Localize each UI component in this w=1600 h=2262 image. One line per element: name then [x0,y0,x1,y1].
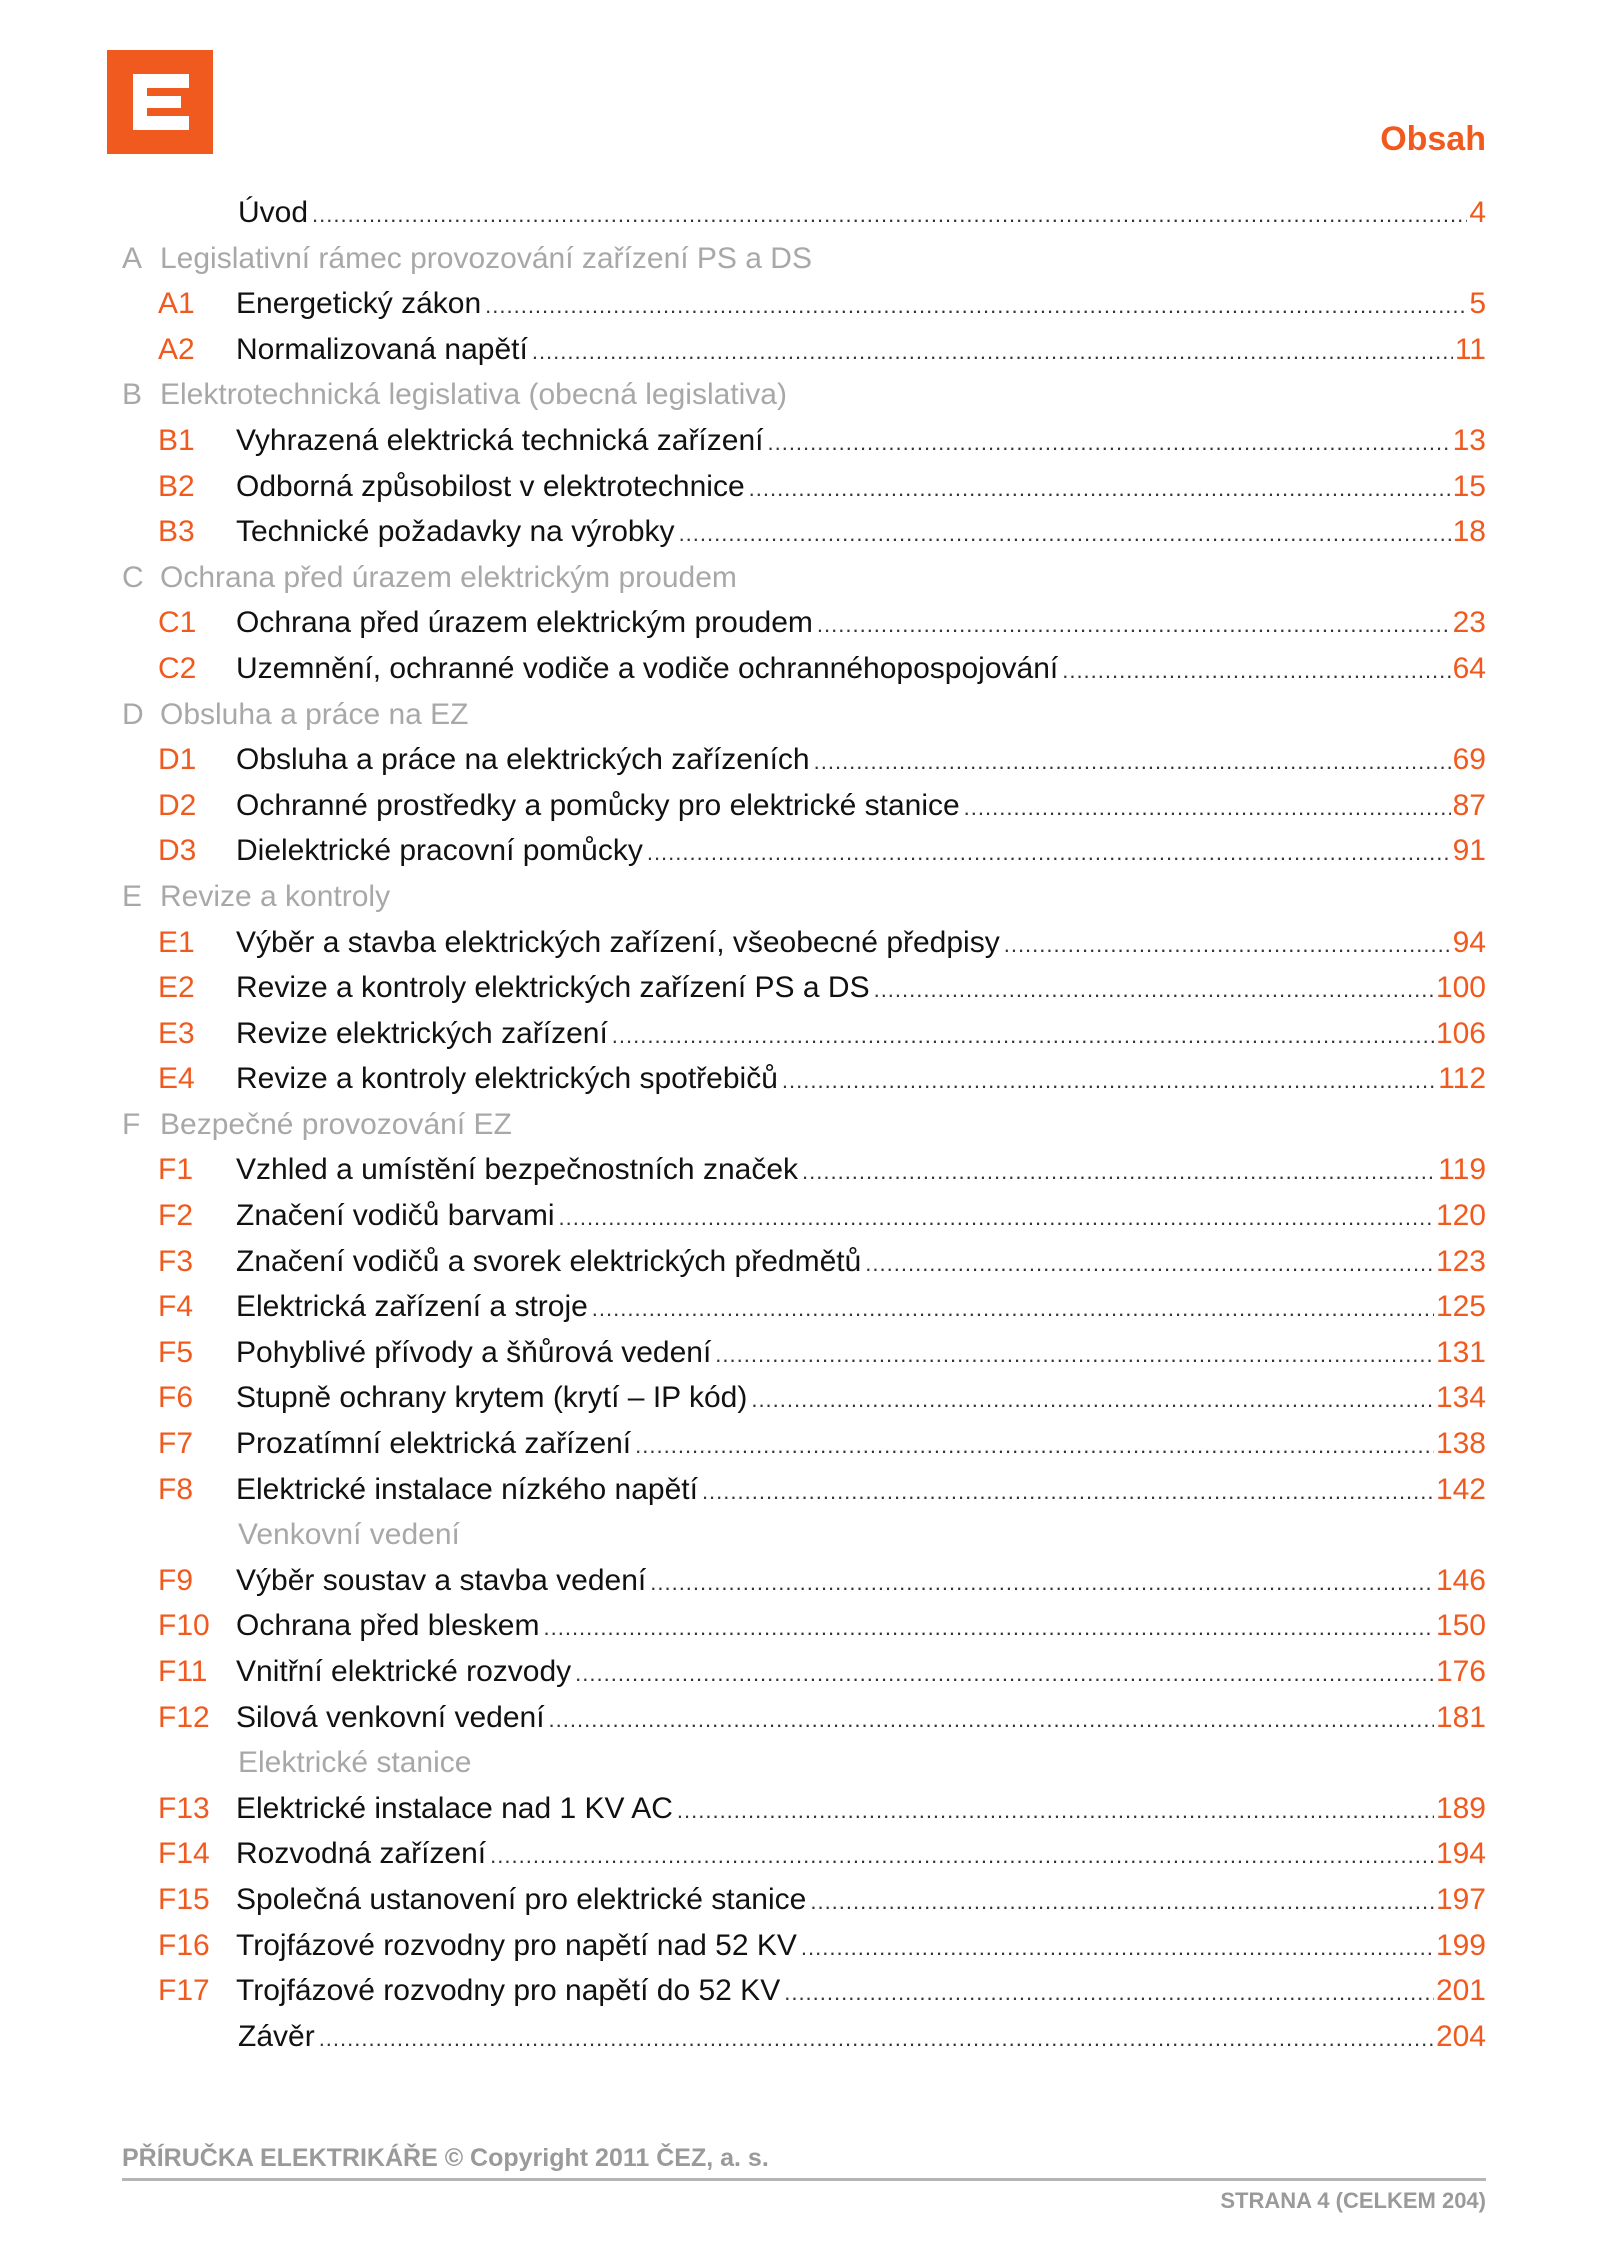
toc-entry[interactable] [122,1467,1486,1513]
toc-entry-title: Elektrická zařízení a stroje [236,1290,588,1324]
toc-entry-code: F14 [158,1837,210,1871]
toc-entry-page: 91 [1452,834,1486,868]
toc-entry[interactable] [122,1375,1486,1421]
toc-entry-title: Obsluha a práce na elektrických zařízeních [236,743,810,777]
toc-entry[interactable] [122,1421,1486,1467]
toc-entry-code: D [122,697,144,731]
toc-leader-dots [319,2016,1434,2062]
toc-entry-code: F5 [158,1335,194,1369]
toc-entry-code: F7 [158,1427,194,1461]
toc-entry-title: Energetický zákon [236,287,482,321]
toc-leader-dots [532,329,1453,375]
footer-page-number: STRANA 4 (CELKEM 204) [1220,2188,1486,2213]
toc-leader-dots [810,1879,1434,1925]
logo-stroke [133,116,189,130]
toc-entry-title: Elektrické stanice [238,1746,472,1780]
toc-leader-dots [802,1149,1436,1195]
toc-entry-code: B [122,378,143,412]
toc-entry-title: Pohyblivé přívody a šňůrová vedení [236,1335,712,1369]
toc-entry-code: E3 [158,1016,195,1050]
toc-entry-title: Elektrické instalace nad 1 KV AC [236,1791,673,1825]
toc-entry[interactable] [122,1831,1486,1877]
toc-entry[interactable] [122,509,1486,555]
toc-entry-title: Legislativní rámec provozování zařízení PS a DS [160,241,812,275]
toc-entry[interactable] [122,920,1486,966]
toc-leader-dots [1004,922,1451,968]
toc-entry-page: 5 [1469,287,1486,321]
toc-entry[interactable] [122,1649,1486,1695]
toc-entry-page: 125 [1435,1290,1486,1324]
toc-entry-title: Vzhled a umístění bezpečnostních značek [236,1153,799,1187]
toc-entry[interactable] [122,1558,1486,1604]
toc-entry[interactable] [122,692,1486,738]
toc-entry-page: 199 [1435,1928,1486,1962]
toc-entry-page: 106 [1435,1016,1486,1050]
toc-entry-page: 189 [1435,1791,1486,1825]
toc-leader-dots [635,1423,1434,1469]
toc-entry-code: B1 [158,423,195,457]
toc-entry-page: 69 [1452,743,1486,777]
toc-entry[interactable] [122,1330,1486,1376]
toc-entry-code: A [122,241,143,275]
toc-entry-code: F2 [158,1199,194,1233]
toc-entry[interactable] [122,418,1486,464]
toc-entry-code: F10 [158,1609,210,1643]
toc-leader-dots [679,511,1451,557]
toc-entry-page: 138 [1435,1427,1486,1461]
toc-entry-code: F1 [158,1153,194,1187]
cez-logo [107,50,213,154]
toc-entry-title: Vyhrazená elektrická technická zařízení [236,423,764,457]
toc-leader-dots [817,602,1451,648]
toc-entry-page: 176 [1435,1655,1486,1688]
toc-entry[interactable] [122,1284,1486,1330]
toc-entry-title: Silová venkovní vedení [236,1700,545,1734]
toc-entry-page: 112 [1438,1062,1486,1096]
toc-entry-title: Revize a kontroly [160,879,391,913]
toc-leader-dots [782,1058,1436,1104]
toc-entry-code: F9 [158,1563,194,1597]
toc-entry-code: C1 [158,606,197,640]
toc-leader-dots [650,1560,1434,1606]
toc-entry-code: F13 [158,1791,210,1825]
toc-entry-page: 120 [1435,1199,1486,1233]
toc-entry-page: 18 [1452,515,1486,549]
toc-entry[interactable] [122,1695,1486,1741]
toc-entry-title: Revize a kontroly elektrických spotřebičů [236,1062,778,1096]
toc-leader-dots [647,830,1451,876]
toc-entry-page: 134 [1435,1381,1486,1415]
toc-entry-title: Značení vodičů a svorek elektrických předmětů [236,1244,862,1278]
toc-entry-code: C2 [158,651,197,685]
toc-entry-page: 13 [1452,423,1486,457]
toc-entry[interactable] [122,236,1486,282]
toc-entry-title: Bezpečné provozování EZ [160,1107,512,1141]
toc-entry-title: Závěr [238,2019,315,2053]
toc-entry-code: D3 [158,834,197,868]
toc-entry-title: Elektrické instalace nízkého napětí [236,1472,698,1506]
toc-entry-title: Dielektrické pracovní pomůcky [236,834,643,868]
toc-entry[interactable] [122,464,1486,510]
toc-entry-title: Stupně ochrany krytem (krytí – IP kód) [236,1381,748,1415]
toc-entry-page: 204 [1435,2019,1486,2053]
toc-leader-dots [715,1332,1434,1378]
toc-entry-title: Venkovní vedení [238,1518,460,1552]
toc-entry-title: Revize a kontroly elektrických zařízení PS a DS [236,971,870,1005]
toc-entry-page: 100 [1435,971,1486,1005]
toc-entry-page: 4 [1469,196,1486,229]
toc-entry[interactable] [122,965,1486,1011]
toc-entry[interactable] [122,1512,1486,1558]
toc-entry-title: Rozvodná zařízení [236,1837,487,1871]
toc-entry-code: D1 [158,743,197,777]
table-of-contents [122,190,1486,2059]
toc-entry[interactable] [122,327,1486,373]
toc-entry-code: A2 [158,332,195,366]
toc-entry-page: 94 [1452,925,1486,959]
toc-entry-page: 23 [1452,606,1486,640]
toc-entry-code: F16 [158,1928,210,1962]
toc-entry-code: F17 [158,1974,210,2008]
footer-divider [122,2178,1486,2181]
toc-entry-page: 131 [1435,1335,1486,1369]
toc-entry[interactable] [122,1603,1486,1649]
toc-leader-dots [677,1788,1434,1834]
logo-stroke [133,96,181,108]
toc-entry-title: Prozatímní elektrická zařízení [236,1427,632,1461]
toc-leader-dots [801,1925,1434,1971]
toc-entry-title: Výběr soustav a stavba vedení [236,1563,647,1597]
toc-entry[interactable] [122,190,1486,236]
toc-entry[interactable] [122,874,1486,920]
footer-copyright: PŘÍRUČKA ELEKTRIKÁŘE © Copyright 2011 ČEZ, a. s. [122,2144,769,2172]
toc-entry-title: Ochrana před úrazem elektrickým proudem [160,560,737,594]
toc-leader-dots [575,1651,1434,1697]
toc-entry-title: Elektrotechnická legislativa (obecná legislativa) [160,378,787,412]
toc-leader-dots [749,466,1451,512]
toc-entry-code: A1 [158,287,195,321]
toc-entry-code: F6 [158,1381,194,1415]
toc-leader-dots [964,785,1451,831]
toc-entry[interactable] [122,1923,1486,1969]
toc-leader-dots [751,1377,1434,1423]
toc-entry-page: 201 [1435,1974,1486,2008]
toc-entry[interactable] [122,1102,1486,1148]
toc-entry[interactable] [122,646,1486,692]
toc-entry[interactable] [122,1193,1486,1239]
toc-leader-dots [865,1241,1434,1287]
toc-entry[interactable] [122,783,1486,829]
toc-leader-dots [702,1469,1434,1515]
toc-entry-page: 87 [1452,788,1486,822]
toc-entry-code: F3 [158,1244,194,1278]
toc-entry-page: 64 [1452,651,1486,685]
toc-entry[interactable] [122,1740,1486,1786]
toc-entry-page: 142 [1435,1472,1486,1506]
toc-leader-dots [544,1605,1434,1651]
toc-entry-title: Obsluha a práce na EZ [160,697,469,731]
toc-entry-title: Trojfázové rozvodny pro napětí do 52 KV [236,1974,781,2008]
toc-entry-code: F4 [158,1290,194,1324]
toc-entry-page: 11 [1454,332,1486,366]
toc-entry[interactable] [122,1056,1486,1102]
toc-entry-page: 197 [1435,1882,1486,1916]
toc-entry-title: Společná ustanovení pro elektrické stanice [236,1882,807,1916]
toc-leader-dots [1062,648,1450,694]
logo-stroke [133,74,189,88]
toc-entry-title: Ochranné prostředky a pomůcky pro elektrické stanice [236,788,960,822]
toc-entry-title: Úvod [238,196,309,229]
toc-entry-code: C [122,560,144,594]
toc-entry-page: 123 [1435,1244,1486,1278]
toc-entry-page: 146 [1435,1563,1486,1597]
toc-entry[interactable] [122,2014,1486,2060]
toc-entry-title: Výběr a stavba elektrických zařízení, všeobecné předpisy [236,925,1000,959]
toc-leader-dots [767,420,1450,466]
toc-entry-page: 15 [1452,469,1486,503]
toc-leader-dots [874,967,1434,1013]
toc-entry-title: Ochrana před bleskem [236,1609,540,1643]
toc-entry-page: 119 [1438,1153,1486,1187]
toc-leader-dots [592,1286,1434,1332]
toc-leader-dots [559,1195,1434,1241]
toc-entry-title: Značení vodičů barvami [236,1199,555,1233]
toc-entry[interactable] [122,737,1486,783]
toc-entry-code: F8 [158,1472,194,1506]
toc-entry[interactable] [122,555,1486,601]
toc-entry-code: E4 [158,1062,195,1096]
toc-entry[interactable] [122,828,1486,874]
toc-leader-dots [612,1013,1434,1059]
toc-leader-dots [549,1697,1434,1743]
toc-entry-title: Vnitřní elektrické rozvody [236,1655,572,1688]
toc-entry[interactable] [122,281,1486,327]
toc-entry[interactable] [122,1786,1486,1832]
toc-entry-code: F [122,1107,141,1141]
page-title: Obsah [1380,120,1486,158]
toc-entry-code: E [122,879,143,913]
toc-entry-code: F15 [158,1882,210,1916]
toc-entry[interactable] [122,1011,1486,1057]
toc-entry-code: E1 [158,925,195,959]
toc-entry[interactable] [122,1877,1486,1923]
toc-leader-dots [784,1970,1434,2016]
toc-entry-code: B3 [158,515,195,549]
toc-entry[interactable] [122,1147,1486,1193]
toc-leader-dots [490,1833,1434,1879]
toc-entry-title: Odborná způsobilost v elektrotechnice [236,469,745,503]
toc-entry-title: Ochrana před úrazem elektrickým proudem [236,606,813,640]
toc-leader-dots [814,739,1451,785]
toc-entry-title: Revize elektrických zařízení [236,1016,608,1050]
toc-entry-title: Normalizovaná napětí [236,332,528,366]
toc-leader-dots [485,283,1467,329]
toc-entry-title: Technické požadavky na výrobky [236,515,675,549]
toc-entry[interactable] [122,600,1486,646]
toc-entry-page: 181 [1435,1700,1486,1734]
toc-entry-code: F12 [158,1700,210,1734]
toc-entry-page: 150 [1435,1609,1486,1643]
toc-entry[interactable] [122,1968,1486,2014]
toc-entry-code: E2 [158,971,195,1005]
toc-entry-title: Uzemnění, ochranné vodiče a vodiče ochrannéhopospojování [236,651,1059,685]
toc-entry-title: Trojfázové rozvodny pro napětí nad 52 KV [236,1928,797,1962]
toc-entry[interactable] [122,372,1486,418]
toc-entry[interactable] [122,1239,1486,1285]
toc-entry-code: F11 [158,1655,208,1688]
toc-entry-code: B2 [158,469,195,503]
toc-entry-page: 194 [1435,1837,1486,1871]
toc-leader-dots [312,192,1467,238]
toc-entry-code: D2 [158,788,197,822]
